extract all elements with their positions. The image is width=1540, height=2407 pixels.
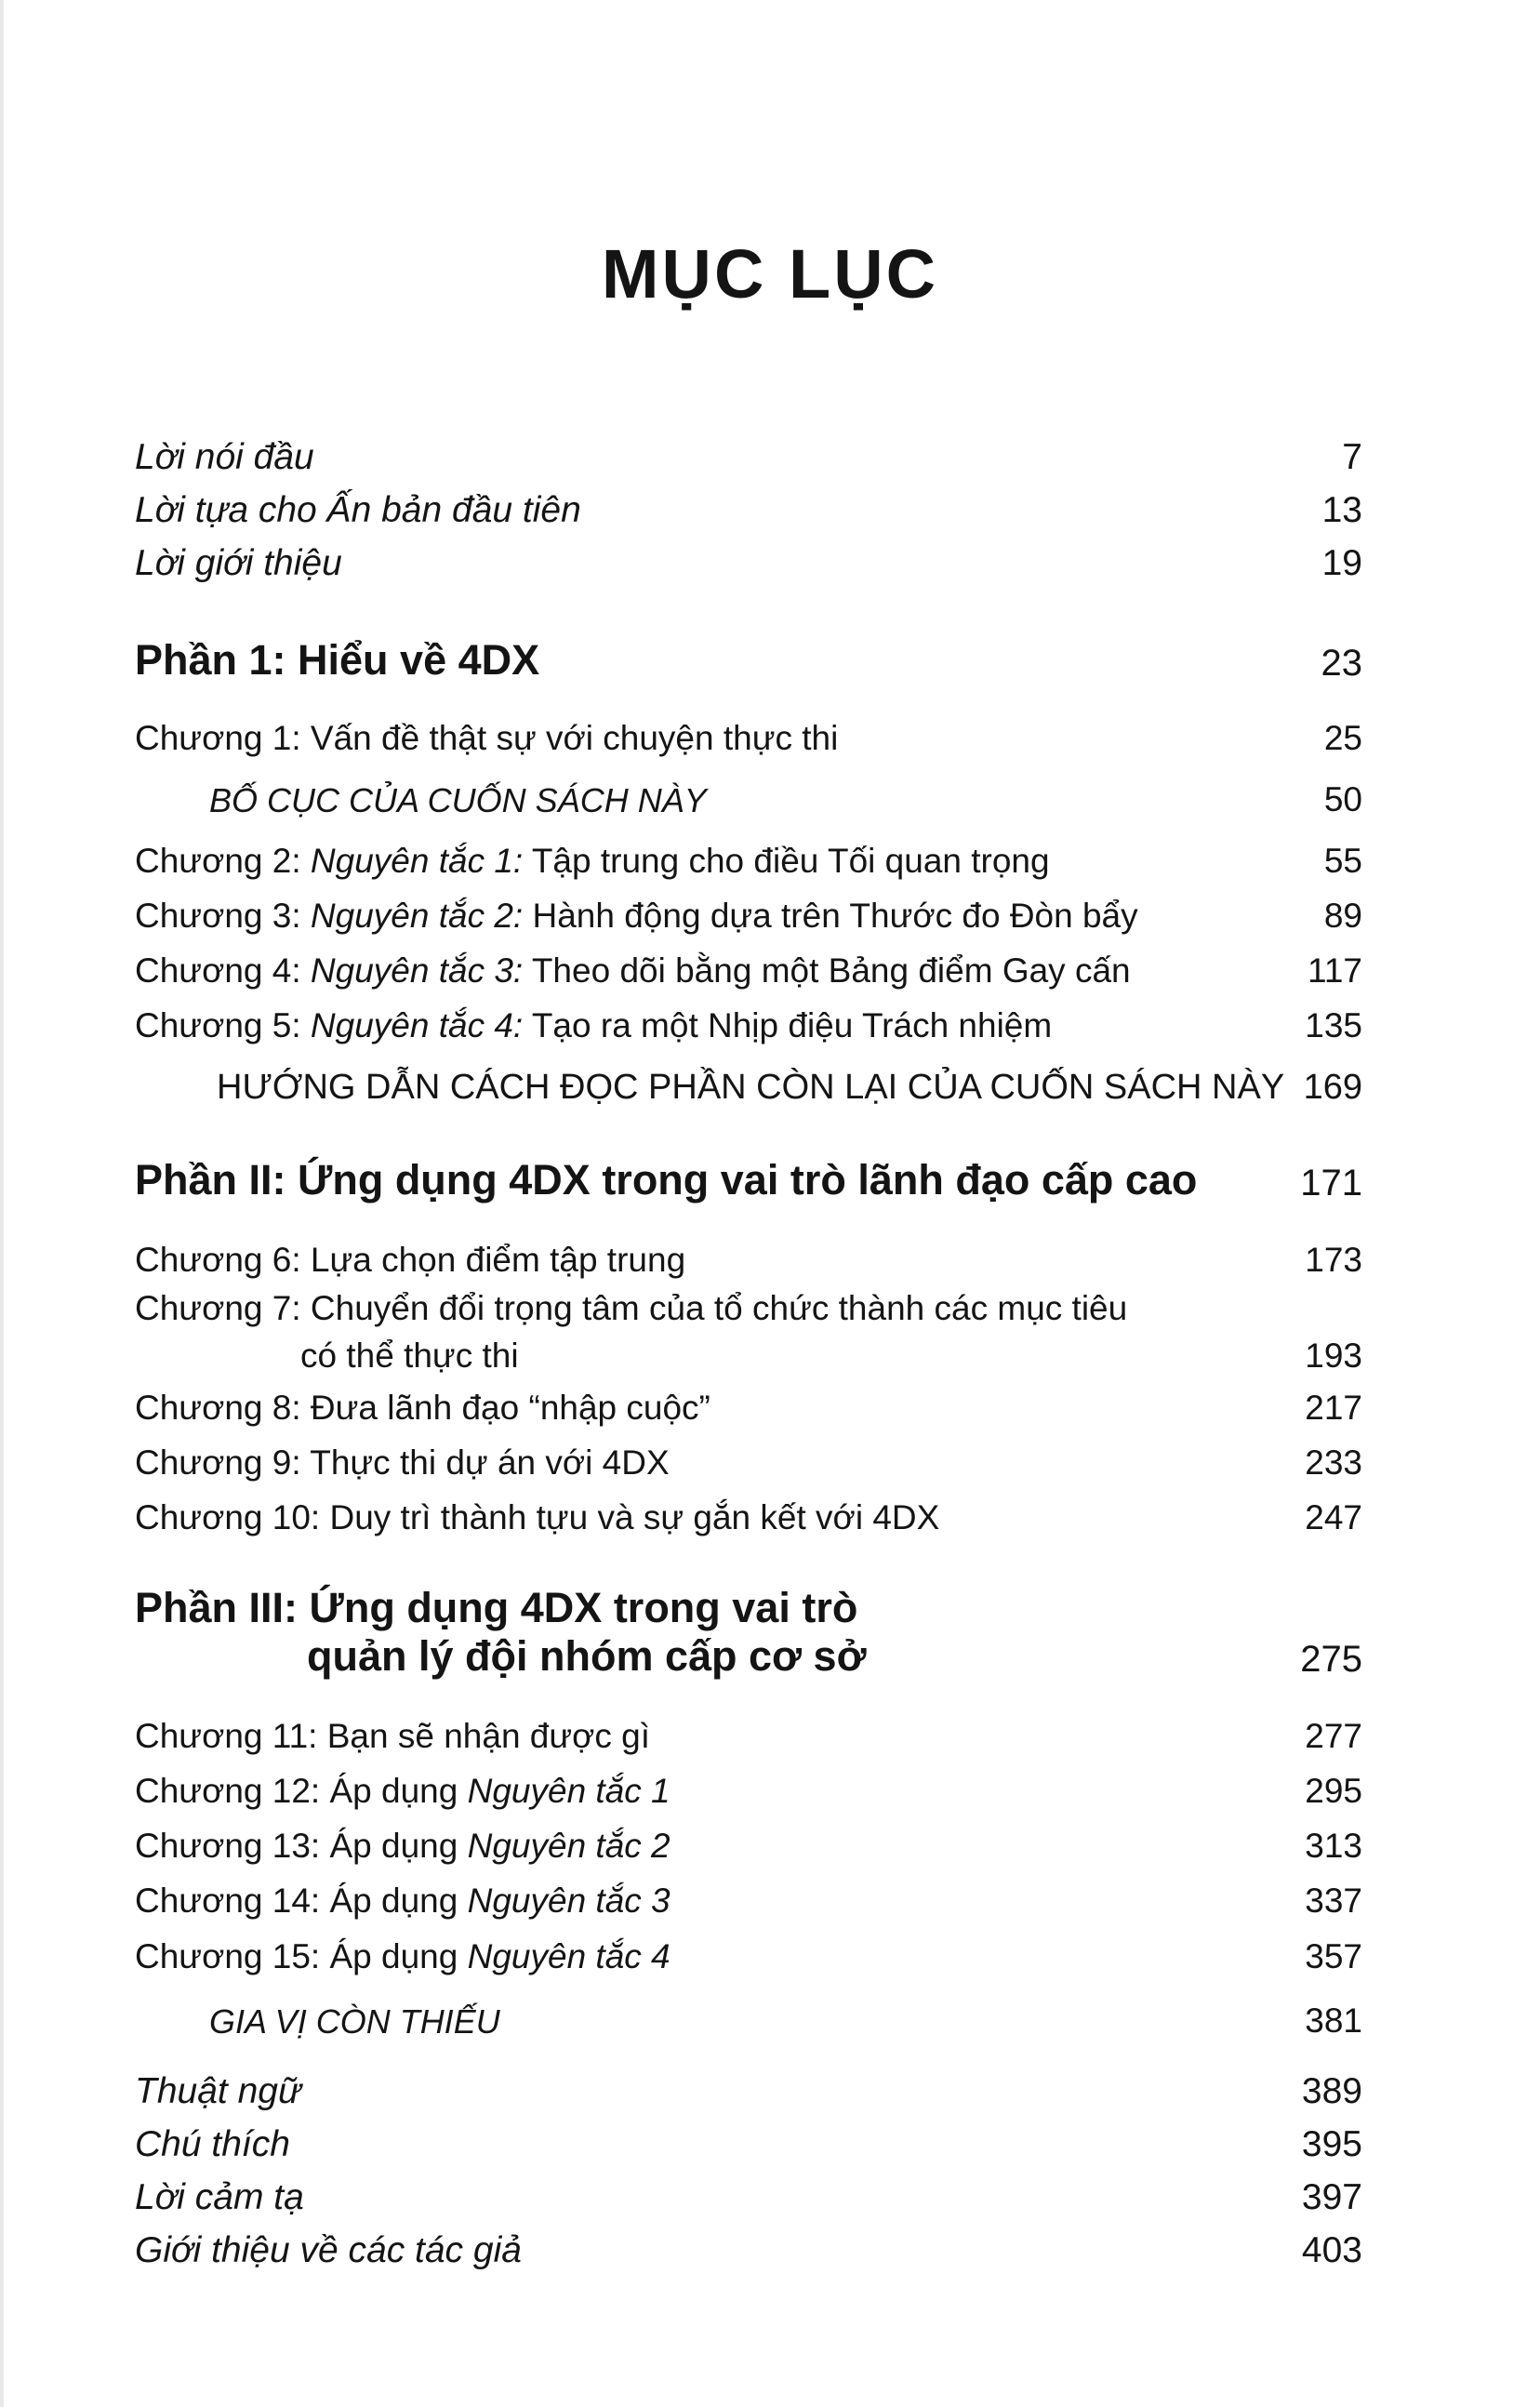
chapter-suffix: Tạo ra một Nhịp điệu Trách nhiệm — [523, 1006, 1053, 1044]
principle-label: Nguyên tắc 4: — [310, 1006, 524, 1044]
part-title-continued: quản lý đội nhóm cấp cơ sở — [307, 1632, 867, 1680]
toc-entry-chapter[interactable] — [135, 951, 1362, 991]
part-title: Phần III: Ứng dụng 4DX trong vai trò — [135, 1584, 858, 1631]
chapter-title: Chương 6: Lựa chọn điểm tập trung — [135, 1241, 686, 1279]
chapter-title: Chương 9: Thực thi dự án với 4DX — [135, 1443, 670, 1482]
principle-label: Nguyên tắc 3 — [467, 1882, 670, 1920]
chapter-title — [135, 897, 1138, 937]
toc-entry-back[interactable] — [135, 2230, 1362, 2272]
toc-entry-chapter[interactable] — [135, 1443, 1362, 1483]
toc-entry-label: Giới thiệu về các tác giả — [135, 2230, 522, 2270]
toc-entry-chapter[interactable] — [135, 1498, 1362, 1538]
toc-entry-chapter-continued[interactable] — [135, 1336, 1362, 1376]
chapter-title — [135, 1772, 670, 1812]
toc-part-heading[interactable] — [135, 1584, 1362, 1632]
toc-entry-chapter[interactable] — [135, 1937, 1362, 1977]
toc-entry-chapter[interactable] — [135, 1882, 1362, 1922]
toc-entry-label: Lời tựa cho Ấn bản đầu tiên — [135, 490, 581, 530]
toc-page-number: 193 — [1305, 1336, 1362, 1375]
chapter-prefix: Chương 5: — [135, 1006, 311, 1044]
toc-page-number: 169 — [1303, 1068, 1362, 1107]
chapter-title: Chương 10: Duy trì thành tựu và sự gắn kết với 4DX — [135, 1498, 940, 1536]
toc-page-number: 25 — [1323, 719, 1362, 757]
toc-entry-chapter[interactable] — [135, 897, 1362, 937]
section-title: HƯỚNG DẪN CÁCH ĐỌC PHẦN CÒN LẠI CỦA CUỐN SÁCH NÀY — [217, 1068, 1285, 1107]
toc-page-number: 50 — [1323, 779, 1362, 818]
chapter-prefix: Chương 14: Áp dụng — [135, 1882, 468, 1920]
toc-entry-section[interactable] — [217, 1068, 1362, 1109]
section-title: BỐ CỤC CỦA CUỐN SÁCH NÀY — [209, 781, 707, 819]
toc-page-number: 357 — [1305, 1937, 1362, 1975]
toc-entry-chapter[interactable] — [135, 1717, 1362, 1757]
toc-entry-section[interactable] — [209, 2002, 1362, 2041]
toc-entry-chapter[interactable] — [135, 1389, 1362, 1429]
toc-entry-chapter[interactable] — [135, 719, 1362, 759]
toc-page-number: 389 — [1301, 2071, 1362, 2111]
toc-entry-label: Chú thích — [135, 2124, 290, 2164]
toc-entry-chapter[interactable] — [135, 1241, 1362, 1281]
toc-entry-label: Thuật ngữ — [135, 2071, 301, 2111]
toc-page-number: 23 — [1321, 642, 1362, 684]
toc-entry-label: Lời cảm tạ — [135, 2177, 304, 2217]
principle-label: Nguyên tắc 3: — [310, 951, 524, 990]
toc-page-number: 173 — [1305, 1241, 1362, 1279]
principle-label: Nguyên tắc 4 — [467, 1937, 670, 1975]
toc-page-number: 135 — [1305, 1006, 1362, 1044]
toc-page-number: 247 — [1305, 1498, 1362, 1536]
chapter-suffix: Hành động dựa trên Thước đo Đòn bẩy — [523, 897, 1138, 935]
chapter-title — [135, 1006, 1052, 1046]
chapter-prefix: Chương 13: Áp dụng — [135, 1827, 468, 1865]
toc-entry-chapter[interactable] — [135, 1827, 1362, 1867]
part-title: Phần II: Ứng dụng 4DX trong vai trò lãnh đạo cấp cao — [135, 1156, 1198, 1204]
chapter-title — [135, 842, 1050, 882]
toc-entry-back[interactable] — [135, 2124, 1362, 2166]
toc-entry-label: Lời nói đầu — [135, 437, 314, 477]
chapter-title-continued: có thể thực thi — [300, 1336, 519, 1375]
toc-page-number: 295 — [1305, 1772, 1362, 1810]
toc-page-number: 395 — [1301, 2124, 1362, 2164]
toc-part-heading[interactable] — [135, 1156, 1362, 1204]
part-title: Phần 1: Hiểu về 4DX — [135, 636, 540, 684]
toc-entry-front[interactable] — [135, 543, 1362, 585]
toc-entry-front[interactable] — [135, 490, 1362, 532]
toc-entry-chapter[interactable] — [135, 1006, 1362, 1046]
chapter-title: Chương 7: Chuyển đổi trọng tâm của tổ chức thành các mục tiêu — [135, 1289, 1128, 1327]
principle-label: Nguyên tắc 1 — [467, 1772, 670, 1810]
toc-page-number: 275 — [1300, 1638, 1362, 1680]
chapter-prefix: Chương 4: — [135, 951, 311, 990]
chapter-suffix: Theo dõi bằng một Bảng điểm Gay cấn — [523, 951, 1131, 990]
toc-part-heading[interactable] — [135, 636, 1362, 685]
toc-page-number: 277 — [1305, 1717, 1362, 1755]
chapter-title: Chương 11: Bạn sẽ nhận được gì — [135, 1717, 651, 1755]
toc-entry-label: Lời giới thiệu — [135, 543, 342, 583]
toc-page-number: 397 — [1301, 2177, 1362, 2217]
toc-page-number: 381 — [1305, 2001, 1362, 2040]
principle-label: Nguyên tắc 2 — [467, 1827, 670, 1865]
principle-label: Nguyên tắc 1: — [310, 842, 524, 880]
toc-page-number: 117 — [1308, 951, 1362, 990]
toc-page-number: 55 — [1323, 842, 1362, 880]
chapter-suffix: Tập trung cho điều Tối quan trọng — [523, 842, 1050, 880]
toc-part-heading-continued[interactable] — [135, 1632, 1362, 1681]
toc-page-number: 13 — [1321, 490, 1362, 530]
chapter-title — [135, 951, 1131, 991]
toc-page-number: 217 — [1305, 1389, 1362, 1427]
toc-entry-front[interactable] — [135, 437, 1362, 479]
toc-page-number: 403 — [1301, 2230, 1362, 2270]
toc-page-number: 7 — [1342, 437, 1362, 477]
toc-entry-chapter[interactable] — [135, 1772, 1362, 1812]
toc-entry-chapter[interactable] — [135, 1289, 1362, 1329]
principle-label: Nguyên tắc 2: — [310, 897, 524, 935]
toc-entry-chapter[interactable] — [135, 842, 1362, 882]
toc-entry-back[interactable] — [135, 2177, 1362, 2219]
chapter-title: Chương 8: Đưa lãnh đạo “nhập cuộc” — [135, 1389, 710, 1427]
chapter-title: Chương 1: Vấn đề thật sự với chuyện thực thi — [135, 719, 839, 757]
toc-entry-section[interactable] — [209, 781, 1362, 819]
chapter-prefix: Chương 3: — [135, 897, 311, 935]
chapter-prefix: Chương 12: Áp dụng — [135, 1772, 468, 1810]
toc-page-number: 89 — [1323, 897, 1362, 935]
toc-page-number: 313 — [1305, 1827, 1362, 1865]
toc-page-number: 171 — [1300, 1162, 1362, 1204]
chapter-title — [135, 1882, 670, 1922]
toc-page-number: 233 — [1305, 1443, 1362, 1482]
chapter-title — [135, 1827, 670, 1867]
toc-entry-back[interactable] — [135, 2071, 1362, 2113]
chapter-prefix: Chương 15: Áp dụng — [135, 1937, 468, 1975]
toc-page-number: 19 — [1321, 543, 1362, 583]
page-edge-shadow — [0, 0, 4, 2407]
chapter-title — [135, 1937, 670, 1977]
section-title: GIA VỊ CÒN THIẾU — [209, 2002, 500, 2041]
chapter-prefix: Chương 2: — [135, 842, 311, 880]
page-title: MỤC LỤC — [601, 235, 939, 313]
toc-page-number: 337 — [1305, 1882, 1362, 1920]
